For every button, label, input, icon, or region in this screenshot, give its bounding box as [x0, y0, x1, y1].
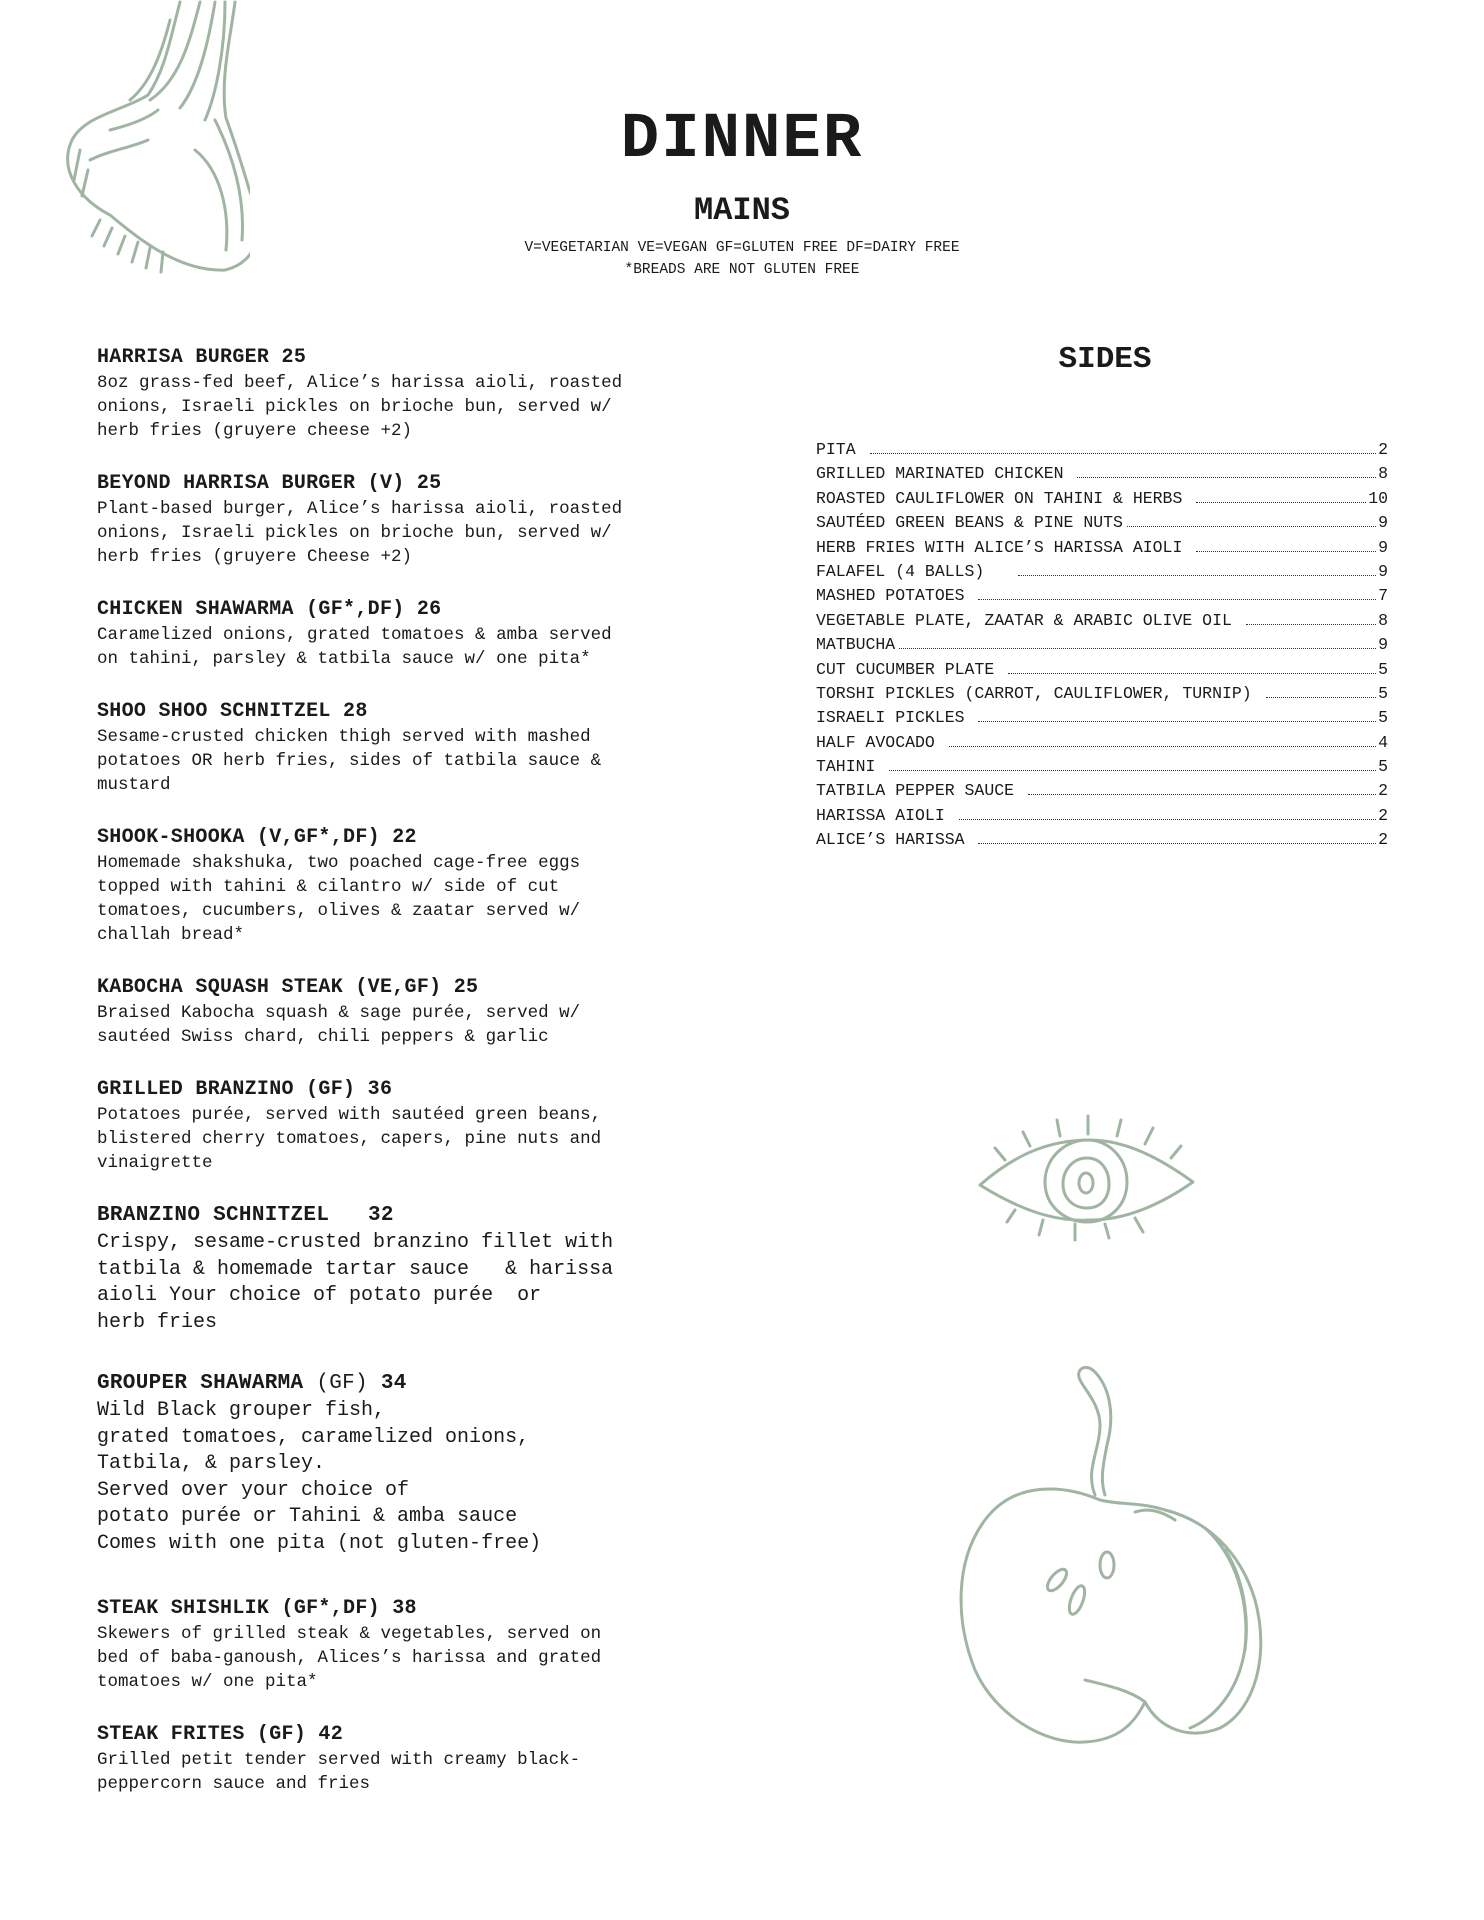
dot-leader	[1196, 502, 1366, 503]
dot-leader	[1266, 697, 1377, 698]
side-item: HARISSA AIOLI 2	[816, 805, 1388, 825]
side-item: PITA 2	[816, 440, 1388, 459]
item-description: 8oz grass-fed beef, Alice’s harissa aioli, roasted onions, Israeli pickles on brioche bun, served w/ herb fries (gruyere cheese +2)	[97, 373, 623, 441]
item-name: STEAK SHISHLIK (GF*,DF) 38	[97, 1597, 417, 1620]
menu-item	[97, 975, 580, 1049]
side-item: GRILLED MARINATED CHICKEN 8	[816, 464, 1388, 484]
dot-leader	[1018, 575, 1376, 576]
dot-leader	[870, 453, 1377, 454]
dot-leader	[1196, 551, 1376, 552]
item-name: CHICKEN SHAWARMA (GF*,DF) 26	[97, 598, 442, 621]
dot-leader	[1008, 673, 1376, 674]
side-item: VEGETABLE PLATE, ZAATAR & ARABIC OLIVE OIL 8	[816, 610, 1388, 630]
item-description: Caramelized onions, grated tomatoes & amba served on tahini, parsley & tatbila sauce w/ one pita*	[97, 625, 612, 669]
item-name: BEYOND HARRISA BURGER (V) 25	[97, 472, 442, 495]
item-description: Sesame-crusted chicken thigh served with mashed potatoes OR herb fries, sides of tatbila sauce & mustard	[97, 727, 602, 795]
dietary-legend	[0, 237, 1484, 281]
item-description: Crispy, sesame-crusted branzino fillet with tatbila & homemade tartar sauce & harissa aioli Your choice of potato purée or herb fries	[97, 1231, 614, 1334]
item-description: Wild Black grouper fish, grated tomatoes, caramelized onions, Tatbila, & parsley. Served over your choice of potato purée or Tahini & amba sauce Comes with one pita (not gluten-free)	[97, 1399, 542, 1555]
side-item: CUT CUCUMBER PLATE 5	[816, 659, 1388, 679]
item-name: KABOCHA SQUASH STEAK (VE,GF) 25	[97, 976, 479, 999]
dot-leader	[889, 770, 1376, 771]
section-title-mains: MAINS	[693, 192, 790, 229]
item-description: Braised Kabocha squash & sage purée, served w/ sautéed Swiss chard, chili peppers & garlic	[97, 1003, 581, 1047]
dot-leader	[1246, 624, 1376, 625]
legend-line: V=VEGETARIAN VE=VEGAN GF=GLUTEN FREE DF=DAIRY FREE	[524, 240, 960, 256]
item-description: Skewers of grilled steak & vegetables, served on bed of baba-ganoush, Alices’s harissa and grated tomatoes w/ one pita*	[97, 1624, 602, 1692]
menu-item	[97, 597, 612, 671]
dot-leader	[899, 648, 1376, 649]
sides-list	[816, 440, 1388, 855]
side-item: TORSHI PICKLES (CARROT, CAULIFLOWER, TURNIP) 5	[816, 683, 1388, 703]
eye-icon	[975, 1110, 1200, 1245]
side-item: HALF AVOCADO 4	[816, 732, 1388, 752]
section-title-sides: SIDES	[1058, 342, 1152, 377]
item-description: Grilled petit tender served with creamy black- peppercorn sauce and fries	[97, 1750, 581, 1794]
item-name: GROUPER SHAWARMA (GF) 34	[97, 1372, 407, 1395]
menu-item	[97, 1722, 580, 1796]
menu-item	[97, 1077, 601, 1175]
menu-title: DINNER	[620, 104, 864, 176]
item-description: Homemade shakshuka, two poached cage-free eggs topped with tahini & cilantro w/ side of cut tomatoes, cucumbers, olives & zaatar served w/ challah bread*	[97, 853, 581, 945]
side-item: TAHINI 5	[816, 757, 1388, 777]
item-name: BRANZINO SCHNITZEL 32	[97, 1204, 394, 1227]
apple-icon	[935, 1350, 1270, 1755]
side-item: SAUTÉED GREEN BEANS & PINE NUTS 9	[816, 513, 1388, 533]
side-item: HERB FRIES WITH ALICE’S HARISSA AIOLI 9	[816, 537, 1388, 557]
dot-leader	[959, 819, 1376, 820]
menu-item	[97, 471, 622, 569]
item-name: HARRISA BURGER 25	[97, 346, 307, 369]
item-name: SHOOK-SHOOKA (V,GF*,DF) 22	[97, 826, 417, 849]
menu-item	[97, 699, 601, 797]
item-description: Plant-based burger, Alice’s harissa aioli, roasted onions, Israeli pickles on brioche bun, served w/ herb fries (gruyere Cheese +2)	[97, 499, 623, 567]
dot-leader	[1028, 794, 1376, 795]
side-item: ALICE’S HARISSA 2	[816, 830, 1388, 850]
dot-leader	[949, 746, 1376, 747]
dot-leader	[978, 843, 1376, 844]
menu-item	[97, 1596, 601, 1694]
item-name: GRILLED BRANZINO (GF) 36	[97, 1078, 393, 1101]
side-item: FALAFEL (4 BALLS) 9	[816, 561, 1388, 581]
dot-leader	[978, 721, 1376, 722]
dot-leader	[978, 599, 1376, 600]
item-name: STEAK FRITES (GF) 42	[97, 1723, 344, 1746]
side-item: TATBILA PEPPER SAUCE 2	[816, 781, 1388, 801]
menu-item	[97, 1202, 613, 1336]
menu-item	[97, 1370, 541, 1557]
side-item: ISRAELI PICKLES 5	[816, 708, 1388, 728]
item-description: Potatoes purée, served with sautéed green beans, blistered cherry tomatoes, capers, pine nuts and vinaigrette	[97, 1105, 602, 1173]
side-item: MASHED POTATOES 7	[816, 586, 1388, 606]
dot-leader	[1077, 477, 1376, 478]
side-item: ROASTED CAULIFLOWER ON TAHINI & HERBS 10	[816, 488, 1388, 508]
legend-note: *BREADS ARE NOT GLUTEN FREE	[624, 262, 860, 278]
dot-leader	[1127, 526, 1376, 527]
item-name: SHOO SHOO SCHNITZEL 28	[97, 700, 368, 723]
side-item: MATBUCHA 9	[816, 635, 1388, 655]
menu-item	[97, 345, 622, 443]
menu-item	[97, 825, 580, 947]
